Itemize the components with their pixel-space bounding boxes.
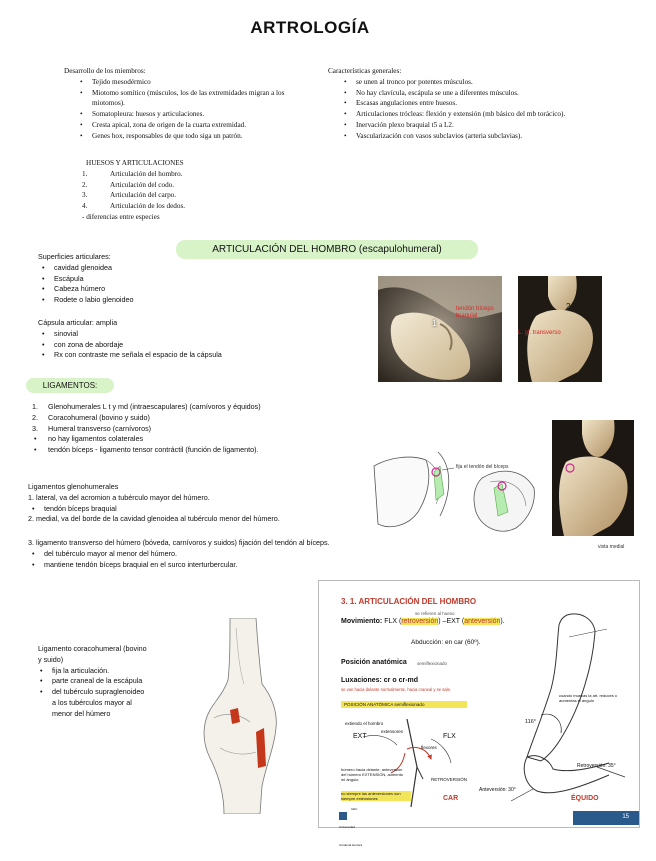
glenohumeral-medial: 2. medial, va del borde de la cavidad glenoidea al tubérculo menor del húmero. — [28, 514, 280, 524]
capsule-heading: Cápsula articular: amplia — [38, 318, 118, 327]
list-item: 2. Coracohumeral (bovino y suido) — [32, 412, 150, 422]
surfaces-block — [38, 252, 258, 306]
photo-number-2: 2 — [566, 302, 571, 311]
list-item: • Inervación plexo braquial t5 a L2. — [344, 120, 628, 131]
bones-heading: HUESOS Y ARTICULACIONES — [86, 159, 184, 167]
capsule-block — [38, 318, 298, 361]
list-item: • no hay ligamentos colaterales — [34, 434, 362, 445]
list-item: 1. Articulación del hombro. — [82, 169, 183, 178]
list-item: • No hay clavícula, escápula se une a diferentes músculos. — [344, 88, 628, 99]
ligaments-title: LIGAMENTOS: — [26, 378, 114, 393]
slide-luxaciones: Luxaciones: cr o cr-md — [341, 677, 419, 684]
shoulder-photo-lateral — [378, 276, 502, 382]
list-item: • del tubérculo supraglenoideo a los tubérculos mayor al menor del húmero — [40, 687, 148, 719]
list-item: 2. Articulación del codo. — [82, 180, 175, 189]
slide-movement: Movimiento: FLX (retroversión) –EXT (anteversión). — [341, 618, 505, 625]
species-note: - diferencias entre especies — [82, 212, 160, 221]
slide-pos-box: POSICIÓN ANATÓMICA semiflexionado — [341, 701, 467, 708]
slide-extensores: extensores — [381, 729, 404, 734]
surfaces-list — [38, 263, 258, 306]
general-list — [328, 77, 628, 142]
list-item: • tendón bíceps - ligamento tensor contráctil (función de ligamento). — [34, 445, 362, 456]
capsule-list — [38, 329, 298, 361]
list-item: • Tejido mesodérmico — [80, 77, 314, 88]
transverse-text: 3. ligamento transverso del húmero (bóveda, carnívoros y suidos) fijación del tendón al bíceps. — [28, 538, 330, 547]
slide-humero-note-2: no siempre las anteversiones son siempre extensiones — [341, 791, 411, 801]
ceu-logo-text: CEU Universidad Cardenal Herrera — [339, 807, 363, 847]
development-list — [64, 77, 314, 142]
list-item: • cavidad glenoidea — [42, 263, 258, 274]
list-item: • fija la articulación. — [40, 666, 148, 677]
shoulder-photo-medial — [518, 276, 602, 382]
general-heading: Características generales: — [328, 67, 402, 75]
glenohumeral-block — [28, 482, 368, 525]
development-heading: Desarrollo de los miembros: — [64, 67, 146, 75]
surfaces-heading: Superficies articulares: — [38, 252, 111, 261]
slide-posicion: Posición anatómica — [341, 659, 407, 666]
glenohumeral-bullets — [28, 504, 368, 515]
shoulder-photo-medial-view — [552, 420, 634, 536]
sketch-note: fija el tendón del bíceps — [456, 464, 509, 470]
coracohumeral-block — [38, 644, 148, 720]
list-item: • parte craneal de la escápula — [40, 676, 148, 687]
list-item: • Articulaciones trócleas: flexión y extensión (mb básico del mb torácico). — [344, 109, 628, 120]
shoulder-slide — [318, 580, 640, 847]
slide-flx: FLX — [443, 733, 456, 740]
slide-ext: EXT — [353, 733, 367, 740]
slide-angle-note: cuando muevas la art. reduces o aumentas el ángulo — [559, 693, 618, 703]
bone-sketch-icon — [370, 432, 540, 538]
page-title: ARTROLOGÍA — [250, 18, 370, 37]
list-item: • Rodete o labio glenoideo — [42, 295, 258, 306]
glenohumeral-heading: Ligamentos glenohumerales — [28, 482, 119, 491]
bones-list — [82, 169, 302, 212]
bone-photo-icon — [518, 276, 602, 382]
slide-retroversion: RETROVERSIÓN — [431, 777, 468, 782]
list-item: • Somatopleura: huesos y articulaciones. — [80, 109, 314, 120]
slide-posicion-note: semiflexionado — [417, 661, 448, 666]
coracohumeral-list — [38, 666, 148, 720]
list-item: • sinovial — [42, 329, 298, 340]
coracohumeral-heading: Ligamento coracohumeral (bovino y suido) — [38, 644, 147, 664]
transverse-block — [28, 538, 358, 570]
list-item: 3. Articulación del carpo. — [82, 191, 177, 200]
photo-red-label: L. gl. transverso — [518, 330, 561, 336]
ligaments-numbered — [32, 402, 362, 434]
slide-footer-bar — [573, 811, 639, 825]
coracohumeral-drawing — [200, 618, 286, 814]
list-item: • Vascularización con vasos subclavios (arteria subclavias). — [344, 131, 628, 142]
list-item: • Rx con contraste me señala el espacio de la cápsula — [42, 350, 298, 361]
slide-anteversion-value: Anteversión: 30° — [479, 787, 516, 793]
list-item: • tendón bíceps braquial — [32, 504, 368, 515]
slide-title: 3. 1. ARTICULACIÓN DEL HOMBRO — [341, 597, 477, 606]
slide-note-top: se refieren al hueso — [415, 611, 455, 616]
list-item: 4. Articulación de los dedos. — [82, 202, 186, 211]
list-item: • del tubérculo mayor al menor del húmero. — [32, 549, 358, 560]
transverse-list — [28, 549, 358, 571]
list-item: • con zona de abordaje — [42, 340, 298, 351]
list-item: • Escasas angulaciones entre huesos. — [344, 98, 628, 109]
ceu-logo — [339, 807, 363, 847]
slide-retroversion-value: Retroversión: 35° — [577, 763, 616, 769]
list-item: 3. Humeral transverso (carnívoros) — [32, 423, 152, 433]
vista-medial-label: vista medial — [598, 544, 625, 550]
slide-page-number: 15 — [622, 814, 629, 820]
ceu-logo-icon — [339, 812, 347, 820]
list-item: • Cresta apical, zona de origen de la cuarta extremidad. — [80, 120, 314, 131]
list-item: • Genes hox, responsables de que todo siga un patrón. — [80, 131, 314, 142]
equine-angle-diagram — [497, 611, 637, 811]
section-title: ARTICULACIÓN DEL HOMBRO (escapulohumeral) — [176, 240, 478, 259]
slide-car-label: CAR — [443, 795, 459, 802]
photo-red-label: tendón bíceps braquial — [456, 306, 494, 319]
list-item: • se unen al tronco por potentes músculos. — [344, 77, 628, 88]
general-block — [328, 66, 628, 142]
slide-flexores: flexores — [421, 745, 437, 750]
list-item: • Cabeza húmero — [42, 284, 258, 295]
bone-photo-icon — [378, 276, 502, 382]
ligaments-bullets — [32, 434, 362, 456]
photo-number-1: 1 — [432, 318, 438, 328]
bone-photo-icon — [552, 420, 634, 536]
slide-humero-note: húmero hacia delante, anteversión del húmero EXTENSIÓN, aumento mi ángulo. — [341, 767, 404, 782]
slide-equido-label: ÉQUIDO — [571, 795, 599, 802]
glenohumeral-lateral: 1. lateral, va del acromion a tubérculo mayor del húmero. — [28, 492, 210, 502]
bone-drawing-icon — [200, 618, 286, 814]
ligaments-block — [32, 402, 362, 456]
list-item: • Miotomo somítico (músculos, los de las extremidades migran a los miotomos). — [80, 88, 314, 110]
list-item: • mantiene tendón bíceps braquial en el surco interturbercular. — [32, 560, 358, 571]
slide-abduccion: Abducción: en car (60º). — [411, 639, 481, 646]
slide-extend: extiendo el hombro — [345, 721, 384, 726]
list-item: 1. Glenohumerales L t y md (intraescapulares) (carnívoros y équidos) — [32, 402, 261, 411]
bones-block — [82, 158, 302, 223]
development-block — [64, 66, 314, 142]
slide-luxaciones-note: se van hacia delante normalmente, hacia craneal y se sale. — [341, 687, 452, 692]
list-item: • Escápula — [42, 274, 258, 285]
slide-angle-116: 116° — [525, 719, 536, 725]
shoulder-sketch — [370, 432, 540, 538]
